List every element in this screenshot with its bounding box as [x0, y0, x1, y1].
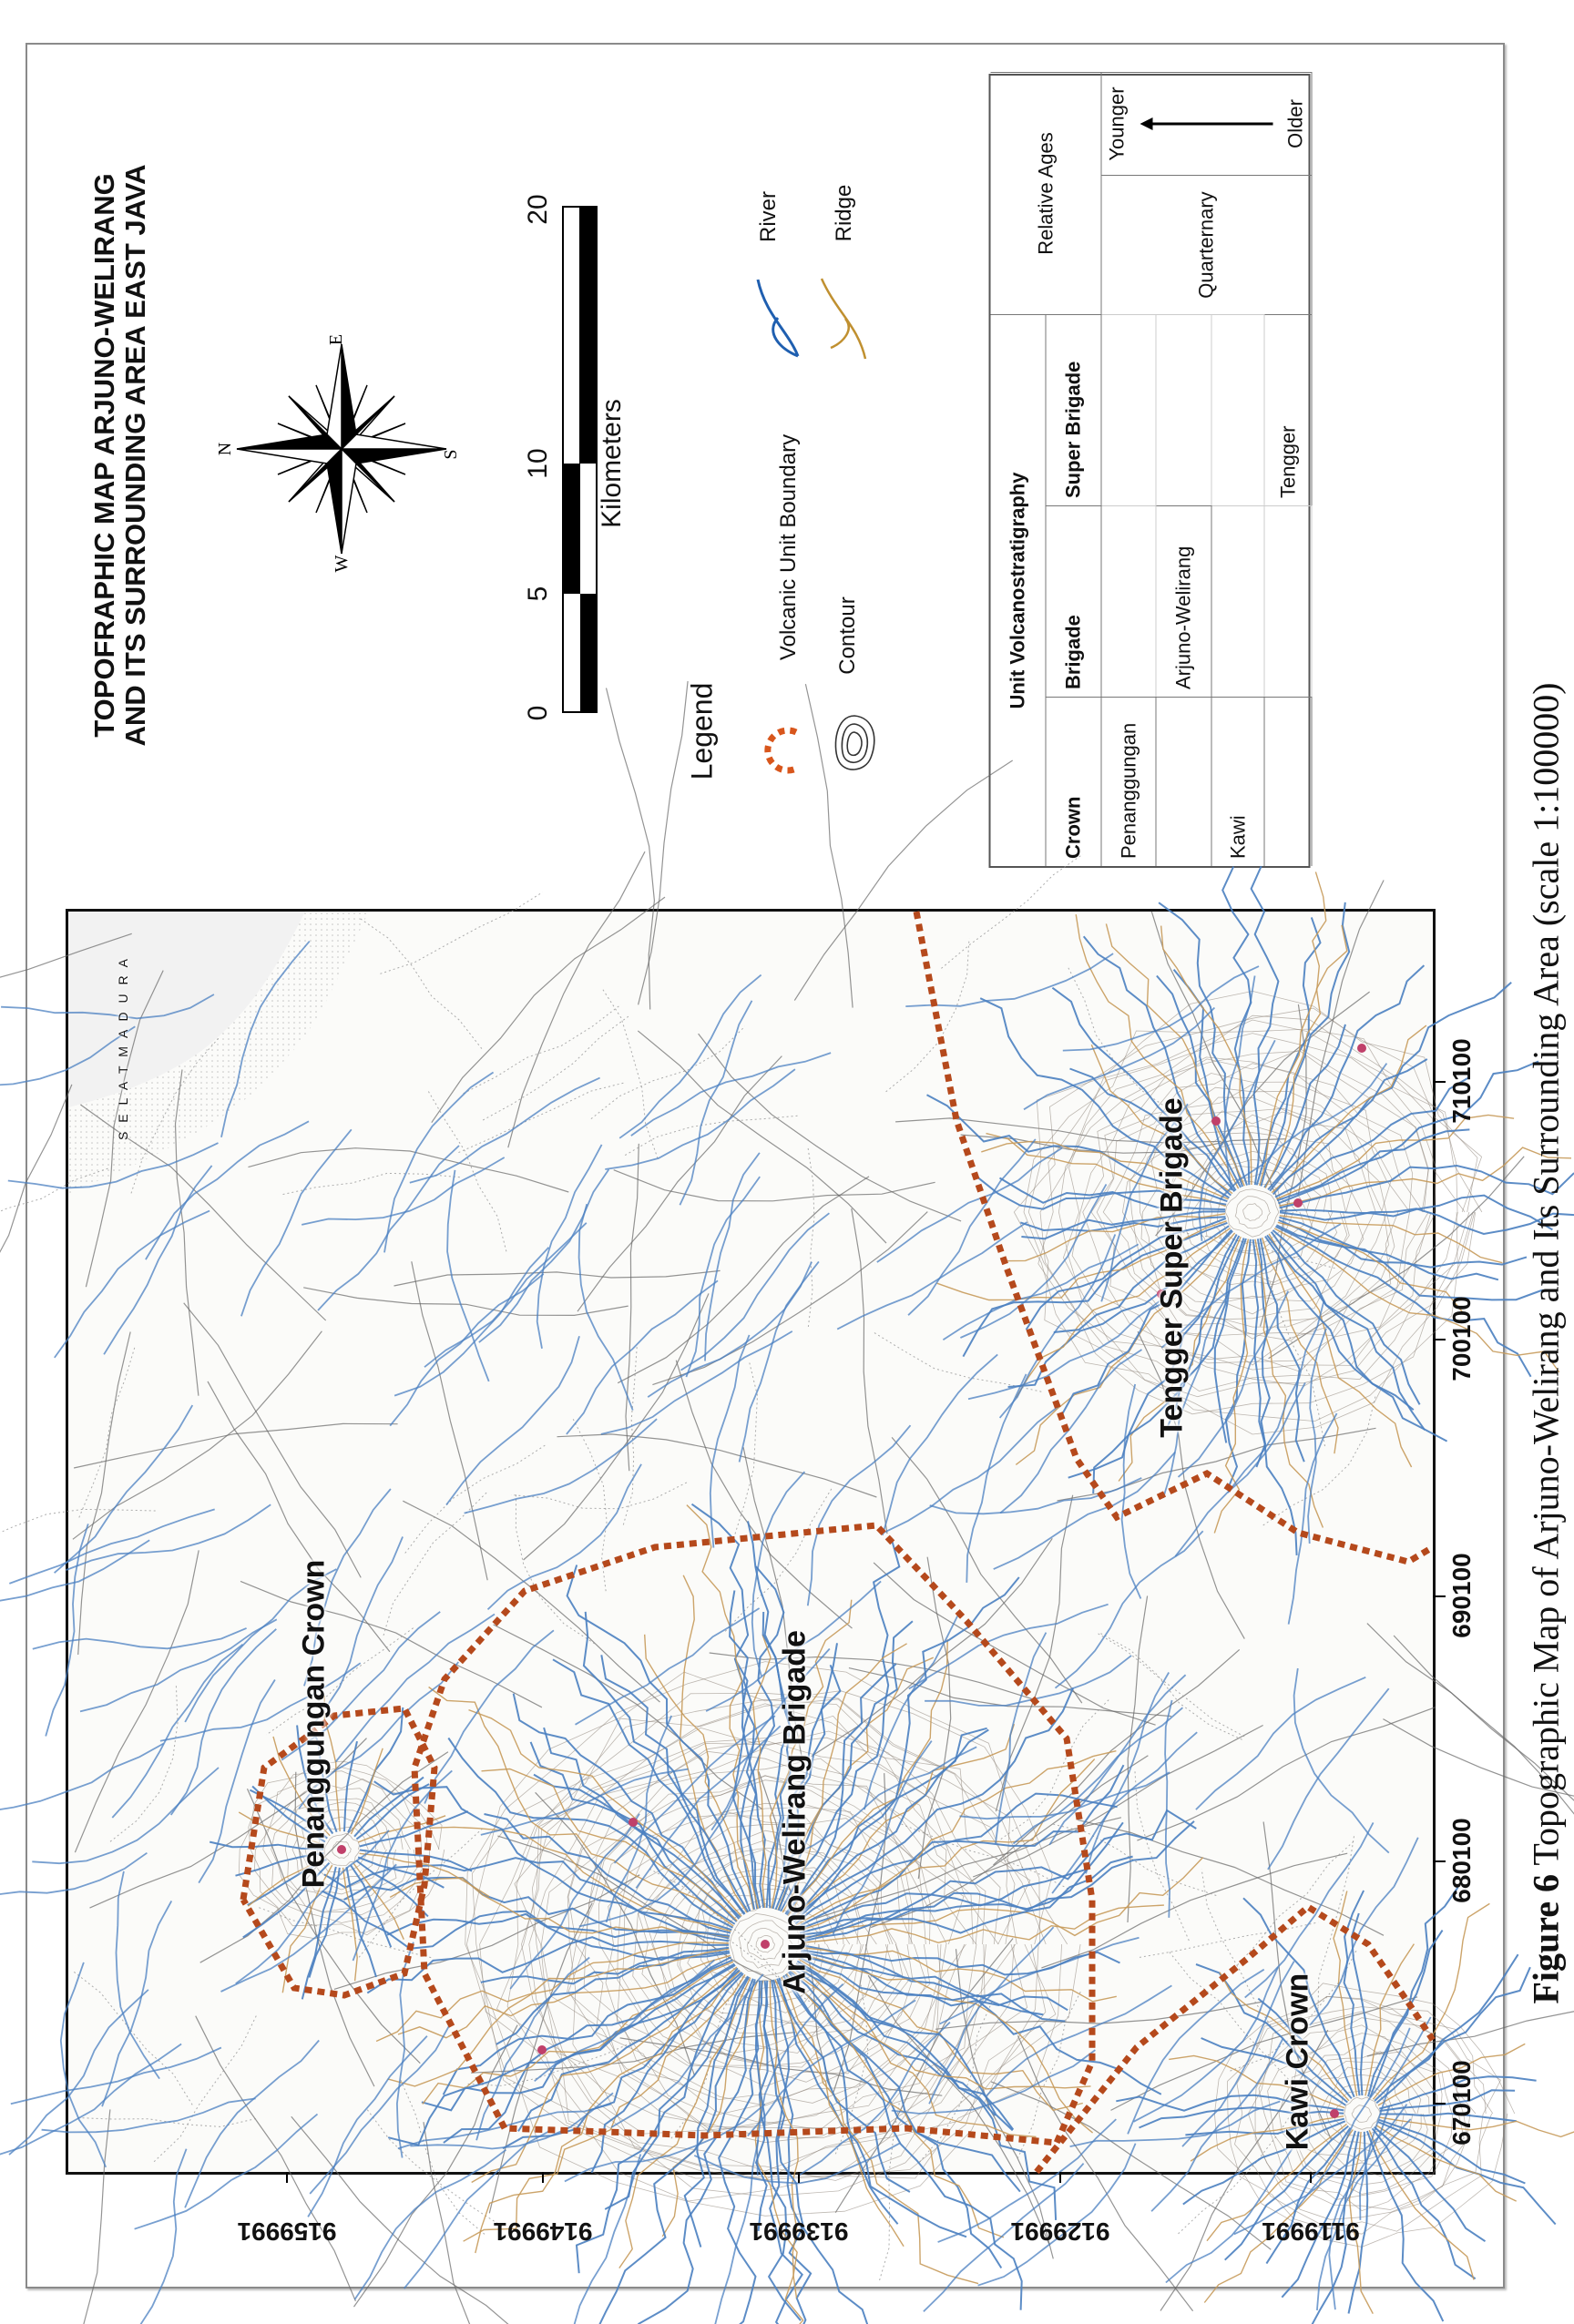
table-cell	[1211, 505, 1264, 697]
northing-label: 9149991	[493, 2217, 593, 2246]
dotted-contour-line	[511, 1483, 687, 1509]
compass-e: E	[326, 333, 346, 346]
road-line	[638, 1031, 886, 1243]
river-line	[808, 1425, 911, 1605]
topographic-map	[66, 909, 1436, 2175]
river-line	[592, 1970, 740, 2172]
easting-tick	[1433, 2103, 1446, 2105]
dotted-contour-line	[601, 987, 658, 1158]
easting-label: 710100	[1447, 1038, 1476, 1124]
contour-line	[1014, 1008, 1481, 1422]
road-line	[1128, 1596, 1148, 1923]
river-line	[387, 1914, 729, 1960]
dotted-contour-line	[1140, 1922, 1318, 1958]
contour-icon	[829, 712, 880, 776]
scale-segment	[564, 464, 580, 594]
compass-rose-icon	[215, 331, 461, 573]
legend-label-river: River	[756, 190, 781, 243]
northing-tick	[1310, 2172, 1312, 2183]
contour-line	[1344, 2097, 1381, 2129]
map-title	[89, 165, 151, 747]
river-line	[1175, 1382, 1305, 1556]
table-cell	[1156, 697, 1211, 866]
river-line	[33, 1628, 247, 1649]
road-line	[75, 1550, 199, 1852]
table-cell: Kawi	[1211, 697, 1264, 866]
road-line	[1078, 1820, 1384, 1936]
legend-label-contour: Contour	[835, 596, 860, 675]
river-line	[1268, 1688, 1389, 1870]
easting-tick	[1433, 1339, 1446, 1340]
road-line	[432, 897, 665, 1123]
dotted-contour-line	[458, 1083, 626, 1153]
river-line	[241, 1129, 352, 1316]
river-line	[424, 1223, 587, 1367]
ridge-line	[1262, 1238, 1338, 1453]
river-line	[336, 1615, 495, 1762]
road-line	[524, 1293, 709, 1560]
river-line	[446, 1336, 579, 1504]
label-kawi-crown: Kawi Crown	[1280, 1972, 1315, 2151]
river-line	[940, 1938, 1140, 2024]
scale-unit-label: Kilometers	[597, 399, 627, 528]
river-line	[347, 1867, 377, 1977]
road-line	[403, 1501, 659, 1702]
peak-marker	[1357, 1044, 1366, 1053]
river-line	[465, 1419, 657, 1513]
table-cell	[1156, 314, 1211, 505]
period-cell: Quarternary	[1101, 175, 1312, 314]
scale-segment	[580, 464, 596, 594]
northing-label: 9129991	[1010, 2217, 1110, 2246]
dotted-contour-line	[1135, 1771, 1191, 1942]
river-line	[394, 1248, 548, 1396]
dotted-contour-line	[0, 1509, 156, 1542]
river-line	[537, 1145, 602, 1349]
relative-ages-header: Relative Ages	[990, 72, 1101, 314]
river-line	[496, 1952, 730, 2044]
dotted-contour-line	[259, 1908, 434, 1959]
dotted-contour-line	[1261, 1397, 1375, 1527]
compass-s: S	[441, 449, 461, 460]
table-cell	[1264, 697, 1312, 866]
legend-title: Legend	[685, 682, 719, 780]
road-line	[412, 1261, 487, 1580]
peak-marker	[537, 2045, 547, 2054]
river-line	[1268, 965, 1424, 1189]
older-label: Older	[1283, 99, 1306, 148]
river-line	[648, 1262, 812, 1398]
dotted-contour-line	[591, 1026, 745, 1119]
map-title-line-1: TOPOFRAPHIC MAP ARJUNO-WELIRANG	[88, 173, 120, 738]
ridge-line	[801, 1858, 1202, 1938]
dashed-boundary-icon	[752, 725, 803, 776]
northing-label: 9139991	[749, 2217, 849, 2246]
arrow-up-icon	[1138, 115, 1274, 133]
dotted-contour-line	[872, 1331, 1041, 1391]
road-line	[394, 1270, 721, 1286]
scale-label-5: 5	[523, 586, 553, 602]
map-title-line-2: AND ITS SURROUNDING AREA EAST JAVA	[119, 164, 151, 747]
table-cell	[1211, 314, 1264, 505]
river-line	[1182, 1962, 1294, 2146]
contour-line	[1243, 1204, 1262, 1221]
river-line	[864, 1614, 958, 1809]
road-line	[73, 1331, 322, 1540]
river-line	[1165, 1700, 1172, 1918]
sea-label: S E L A T M A D U R A	[116, 955, 130, 1141]
compass-cardinals	[237, 344, 446, 554]
river-line	[905, 953, 1113, 1006]
scale-label-0: 0	[523, 705, 553, 721]
river-line	[55, 1405, 193, 1573]
road-line	[852, 1208, 887, 1534]
table-header: Unit Volcanostratigraphy	[990, 314, 1046, 866]
easting-label: 680100	[1447, 1818, 1476, 1903]
dotted-contour-line	[358, 917, 482, 1048]
map-canvas	[68, 912, 1433, 2172]
column-super-brigade: Super Brigade	[1046, 314, 1101, 505]
northing-label: 9159991	[237, 2217, 337, 2246]
table-cell: Arjuno-Welirang	[1156, 505, 1211, 697]
river-line	[384, 1073, 494, 1253]
road-line	[249, 1148, 569, 1192]
figure-caption	[1525, 682, 1568, 2003]
river-line	[358, 1857, 444, 1887]
scale-segment	[564, 208, 580, 464]
road-line	[676, 1361, 852, 1628]
table-cell	[1101, 314, 1156, 505]
northing-tick	[798, 2172, 800, 2183]
river-line	[1196, 1677, 1365, 1809]
compass-w: W	[332, 555, 352, 573]
river-line	[1056, 1531, 1203, 1688]
dotted-contour-line	[266, 1628, 413, 1735]
northing-tick	[542, 2172, 544, 2183]
easting-tick	[1433, 1595, 1446, 1597]
road-line	[74, 1423, 398, 1468]
dotted-contour-line	[464, 1004, 621, 1094]
dotted-contour-line	[1099, 1632, 1242, 1739]
easting-label: 700100	[1447, 1296, 1476, 1381]
younger-label: Younger	[1105, 87, 1128, 161]
dotted-contour-line	[1232, 1840, 1355, 1972]
road-line	[996, 1495, 1072, 1811]
peak-marker	[629, 1818, 638, 1827]
road-line	[614, 1170, 935, 1201]
river-line	[631, 1053, 831, 1136]
river-line	[740, 1261, 819, 1462]
river-line	[310, 2026, 449, 2194]
peak-marker	[1330, 2109, 1339, 2118]
road-line	[577, 1056, 782, 1312]
river-line	[605, 1069, 795, 1169]
scale-segment	[580, 208, 596, 464]
river-line	[1294, 1668, 1389, 1853]
dotted-contour-line	[1017, 1990, 1081, 2159]
river-line	[66, 1504, 271, 1570]
river-line	[1289, 1413, 1337, 1625]
peak-marker	[337, 1845, 346, 1854]
peak-marker	[1293, 1198, 1303, 1208]
dotted-contour-line	[734, 1361, 758, 1539]
river-line	[1086, 1673, 1169, 1874]
road-line	[78, 1332, 131, 1656]
river-line	[0, 1744, 164, 1812]
river-line	[0, 1853, 147, 1896]
river-line	[909, 1605, 1109, 1689]
compass-n: N	[215, 442, 235, 456]
table-cell	[1101, 505, 1156, 697]
column-crown: Crown	[1046, 697, 1101, 866]
river-line	[112, 1645, 242, 1818]
table-cell	[1264, 505, 1312, 697]
label-penanggungan-crown: Penanggungan Crown	[296, 1559, 332, 1889]
scale-segment	[580, 594, 596, 711]
column-brigade: Brigade	[1046, 505, 1101, 697]
caption-text: Topographic Map of Arjuno-Welirang and Its Surrounding Area (scale 1:100000)	[1525, 682, 1567, 1874]
river-icon	[752, 278, 803, 360]
scale-bar	[562, 206, 598, 713]
river-line	[584, 1612, 745, 1914]
river-line	[796, 1963, 1013, 2129]
dotted-contour-line	[481, 1016, 629, 1121]
dotted-contour-line	[1068, 968, 1172, 1112]
river-line	[80, 1619, 277, 1711]
river-line	[1280, 1196, 1552, 1230]
table-cell: Penanggungan	[1101, 697, 1156, 866]
road-line	[699, 1034, 962, 1221]
age-arrow-cell	[1101, 72, 1312, 175]
volcanostratigraphy-table	[988, 74, 1310, 868]
scale-label-10: 10	[523, 448, 553, 479]
scale-segment	[564, 594, 580, 711]
dotted-contour-line	[405, 1444, 547, 1554]
river-line	[567, 1280, 718, 1434]
figure-number: Figure 6	[1525, 1873, 1567, 2004]
label-arjuno-welirang-brigade: Arjuno-Welirang Brigade	[777, 1630, 813, 1994]
river-line	[42, 2098, 256, 2132]
easting-tick	[1433, 1081, 1446, 1083]
river-line	[1228, 1300, 1324, 1493]
peak-marker	[761, 1940, 770, 1949]
road-line	[626, 1144, 639, 1471]
northing-label: 9119991	[1262, 2217, 1360, 2246]
river-line	[322, 1891, 730, 1949]
scale-label-20: 20	[523, 194, 553, 225]
contour-line	[1235, 1197, 1271, 1228]
river-line	[1063, 966, 1259, 1051]
northing-tick	[286, 2172, 288, 2183]
ridge-icon	[818, 275, 869, 362]
contour-line	[1028, 991, 1477, 1434]
river-line	[344, 1878, 730, 1942]
legend-label-boundary: Volcanic Unit Boundary	[776, 433, 801, 661]
label-tengger-super-brigade: Tengger Super Brigade	[1154, 1097, 1190, 1438]
northing-tick	[1059, 2172, 1061, 2183]
road-line	[494, 1625, 762, 1809]
dotted-contour-line	[427, 1089, 506, 1251]
road-line	[303, 1288, 629, 1316]
legend-label-ridge: Ridge	[832, 184, 856, 242]
road-line	[874, 1563, 1156, 1725]
river-line	[1252, 866, 1279, 1185]
easting-tick	[1433, 1860, 1446, 1862]
river-line	[104, 1166, 212, 1354]
river-line	[686, 1177, 760, 1377]
easting-label: 670100	[1447, 2060, 1476, 2146]
dotted-contour-line	[1096, 1632, 1244, 1737]
easting-label: 690100	[1447, 1553, 1476, 1638]
peak-marker	[1211, 1116, 1221, 1126]
river-line	[619, 975, 761, 1138]
road-line	[184, 1303, 362, 1578]
river-line	[61, 1962, 106, 2167]
table-cell: Tengger	[1264, 314, 1312, 505]
